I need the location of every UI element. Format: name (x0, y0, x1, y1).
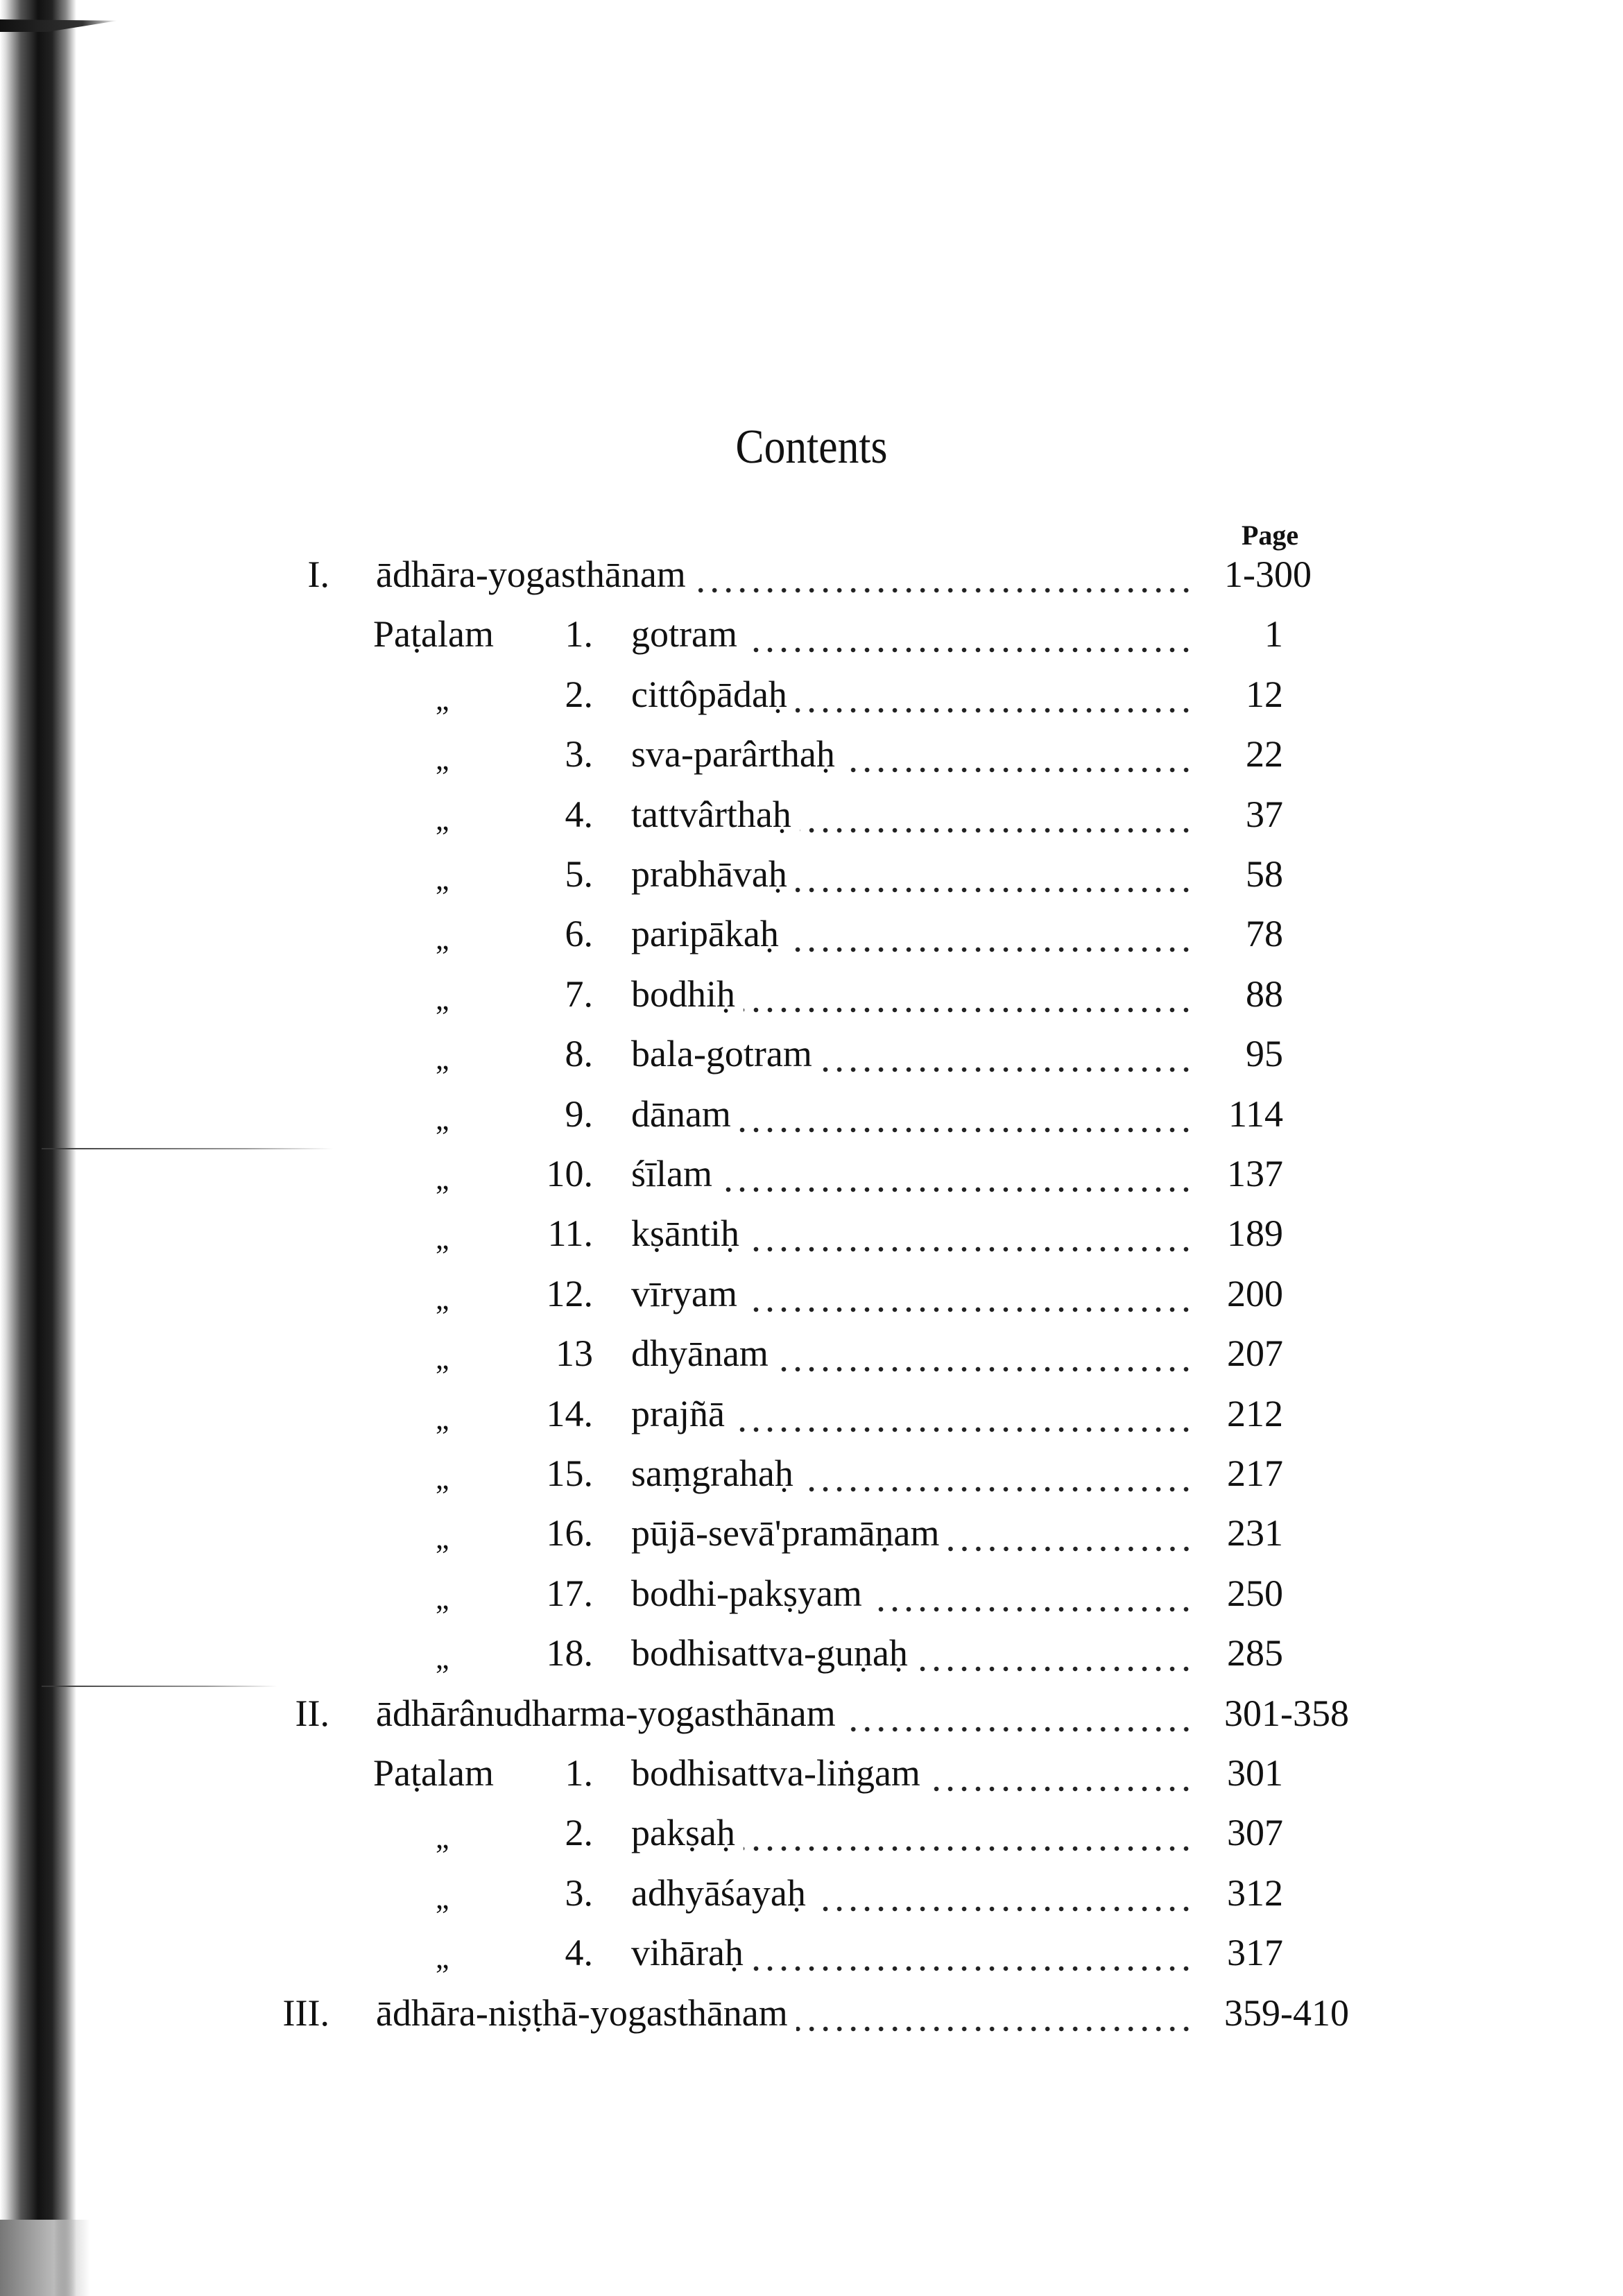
dot-leader (748, 1203, 1193, 1263)
page-number: 200 (1227, 1272, 1283, 1314)
toc-entry (631, 1264, 1193, 1323)
entry-title: bodhi-pakṣyam (631, 1572, 862, 1614)
toc-entry (631, 1563, 1193, 1623)
ditto-mark: „ (436, 1162, 449, 1196)
entry-title: ādhāra-yogasthānam (376, 554, 686, 595)
entry-title: bodhisattva-guṇaḥ (631, 1632, 908, 1674)
page-number: 1-300 (1224, 554, 1312, 595)
dot-leader (802, 1443, 1193, 1503)
ditto-mark: „ (436, 1401, 449, 1436)
toc-entry (631, 604, 1193, 664)
entry-title: prajñā (631, 1392, 725, 1434)
binding-edge-bottom (0, 2220, 90, 2296)
page-number: 359-410 (1224, 1991, 1349, 2034)
chapter-number: 9. (565, 1093, 593, 1135)
dot-leader (870, 1563, 1193, 1623)
entry-title: bodhiḥ (631, 973, 736, 1015)
chapter-number: 1. (565, 1752, 593, 1794)
toc-entry (631, 1443, 1193, 1503)
page-number: 212 (1227, 1392, 1283, 1434)
toc-entry (631, 844, 1193, 904)
page-number: 312 (1227, 1871, 1283, 1914)
page-number: 189 (1227, 1213, 1283, 1255)
chapter-number: 17. (546, 1572, 593, 1614)
toc-chapter-row (0, 844, 1623, 904)
entry-title: sva-parârthaḥ (631, 733, 835, 776)
toc-chapter-row (0, 1563, 1623, 1623)
page-column-header: Page (1242, 520, 1299, 551)
toc-entry (631, 1024, 1193, 1083)
page-number: 12 (1246, 673, 1283, 715)
toc-entry (376, 545, 1193, 604)
page-number: 301 (1227, 1752, 1283, 1794)
page-number: 250 (1227, 1572, 1283, 1614)
page-number: 231 (1227, 1512, 1283, 1554)
dot-leader (821, 1024, 1193, 1083)
ditto-mark: „ (436, 1641, 449, 1676)
toc-chapter-row (0, 1323, 1623, 1383)
ditto-mark: „ (436, 1581, 449, 1616)
dot-leader (796, 665, 1193, 724)
page-number: 114 (1228, 1093, 1283, 1135)
entry-title: bala-gotram (631, 1033, 812, 1075)
entry-title: vīryam (631, 1272, 737, 1314)
ditto-mark: „ (436, 1042, 449, 1077)
toc-chapter-row (0, 1203, 1623, 1263)
dot-leader (814, 1863, 1193, 1923)
entry-title: dhyānam (631, 1333, 768, 1375)
toc-chapter-row (0, 1623, 1623, 1683)
entry-title: ādhārânudharma-yogasthānam (376, 1692, 836, 1734)
page-number: 37 (1246, 793, 1283, 835)
chapter-number: 13 (556, 1333, 593, 1375)
toc-entry (631, 665, 1193, 724)
chapter-number: 5. (565, 853, 593, 895)
toc-chapter-row (0, 1803, 1623, 1862)
ditto-mark: „ (436, 922, 449, 957)
chapter-number: 7. (565, 973, 593, 1015)
part-number: III. (282, 1991, 329, 2034)
page-number: 217 (1227, 1453, 1283, 1494)
binding-edge-top (0, 19, 118, 32)
dot-leader (777, 1323, 1193, 1383)
toc-entry (631, 1863, 1193, 1923)
page-title: Contents (735, 420, 888, 474)
ditto-mark: „ (436, 982, 449, 1016)
dot-leader (721, 1144, 1193, 1203)
ditto-mark: „ (436, 1941, 449, 1976)
dot-leader (744, 964, 1193, 1024)
ditto-mark: „ (436, 1521, 449, 1556)
dot-leader (800, 785, 1193, 844)
entry-title: bodhisattva-liṅgam (631, 1752, 920, 1794)
ditto-mark: „ (436, 1462, 449, 1496)
toc-entry (631, 1503, 1193, 1563)
toc-entry (631, 1203, 1193, 1263)
page-number: 137 (1227, 1153, 1283, 1194)
toc-chapter-row (0, 1024, 1623, 1083)
dot-leader (739, 1084, 1193, 1144)
page-number: 207 (1227, 1333, 1283, 1375)
entry-title: vihāraḥ (631, 1932, 744, 1974)
page-number: 58 (1246, 853, 1283, 895)
toc-part-row (0, 1684, 1623, 1743)
chapter-number: 11. (547, 1213, 593, 1255)
part-number: I. (307, 554, 329, 595)
patalam-label: Paṭalam (373, 1752, 494, 1794)
chapter-number: 18. (546, 1632, 593, 1674)
chapter-number: 3. (565, 1871, 593, 1914)
dot-leader (916, 1623, 1193, 1683)
toc-chapter-row (0, 1503, 1623, 1563)
entry-title: ādhāra-niṣṭhā-yogasthānam (376, 1991, 788, 2034)
toc-chapter-row (0, 785, 1623, 844)
toc-entry (631, 1923, 1193, 1982)
toc-chapter-row (0, 1863, 1623, 1923)
chapter-number: 1. (565, 613, 593, 656)
chapter-number: 8. (565, 1033, 593, 1075)
page-number: 78 (1246, 913, 1283, 955)
entry-title: dānam (631, 1093, 731, 1135)
entry-title: śīlam (631, 1153, 712, 1194)
page-number: 22 (1246, 733, 1283, 776)
toc-entry (376, 1983, 1193, 2043)
ditto-mark: „ (436, 1281, 449, 1316)
dot-leader (787, 904, 1193, 963)
ditto-mark: „ (436, 1881, 449, 1915)
entry-title: cittôpādaḥ (631, 673, 787, 715)
page-number: 88 (1246, 973, 1283, 1015)
entry-title: tattvârthaḥ (631, 793, 791, 835)
toc-chapter-row (0, 904, 1623, 963)
entry-title: kṣāntiḥ (631, 1213, 739, 1255)
toc-entry (631, 1803, 1193, 1862)
toc-chapter-row (0, 665, 1623, 724)
page-number: 95 (1246, 1033, 1283, 1075)
dot-leader (744, 1803, 1193, 1862)
page-number: 317 (1227, 1932, 1283, 1974)
ditto-mark: „ (436, 1342, 449, 1376)
chapter-number: 2. (565, 673, 593, 715)
ditto-mark: „ (436, 682, 449, 717)
ditto-mark: „ (436, 1222, 449, 1256)
entry-title: adhyāśayaḥ (631, 1871, 806, 1914)
entry-title: saṃgrahaḥ (631, 1453, 793, 1494)
chapter-number: 2. (565, 1812, 593, 1854)
toc-entry (631, 785, 1193, 844)
chapter-number: 15. (546, 1453, 593, 1494)
toc-entry (631, 1743, 1193, 1803)
page-number: 307 (1227, 1812, 1283, 1854)
toc-part-row (0, 1983, 1623, 2043)
dot-leader (746, 1264, 1193, 1323)
toc-entry (631, 1623, 1193, 1683)
toc-chapter-row (0, 1743, 1623, 1803)
chapter-number: 6. (565, 913, 593, 955)
toc-chapter-row (0, 604, 1623, 664)
toc-entry (631, 1084, 1193, 1144)
ditto-mark: „ (436, 1102, 449, 1136)
toc-entry (631, 724, 1193, 784)
dot-leader (929, 1743, 1193, 1803)
toc-entry (376, 1684, 1193, 1743)
toc-chapter-row (0, 1923, 1623, 1982)
ditto-mark: „ (436, 742, 449, 777)
chapter-number: 16. (546, 1512, 593, 1554)
toc-entry (631, 1323, 1193, 1383)
toc-chapter-row (0, 1264, 1623, 1323)
dot-leader (948, 1503, 1193, 1563)
ditto-mark: „ (436, 1821, 449, 1856)
chapter-number: 4. (565, 793, 593, 835)
toc-entry (631, 1144, 1193, 1203)
entry-title: prabhāvaḥ (631, 853, 787, 895)
chapter-number: 10. (546, 1153, 593, 1194)
patalam-label: Paṭalam (373, 613, 494, 656)
page-number: 1 (1264, 613, 1283, 656)
toc-chapter-row (0, 724, 1623, 784)
entry-title: gotram (631, 613, 737, 656)
ditto-mark: „ (436, 862, 449, 896)
dot-leader (844, 1684, 1193, 1743)
entry-title: paripākaḥ (631, 913, 779, 955)
dot-leader (796, 844, 1193, 904)
chapter-number: 4. (565, 1932, 593, 1974)
toc-entry (631, 1384, 1193, 1443)
chapter-number: 3. (565, 733, 593, 776)
dot-leader (843, 724, 1193, 784)
dot-leader (796, 1983, 1193, 2043)
toc-entry (631, 964, 1193, 1024)
chapter-number: 12. (546, 1272, 593, 1314)
entry-title: pakṣaḥ (631, 1812, 735, 1854)
toc-entry (631, 904, 1193, 963)
ditto-mark: „ (436, 802, 449, 837)
page-number: 285 (1227, 1632, 1283, 1674)
dot-leader (746, 604, 1193, 664)
part-number: II. (295, 1692, 329, 1734)
dot-leader (733, 1384, 1193, 1443)
toc-chapter-row (0, 964, 1623, 1024)
chapter-number: 14. (546, 1392, 593, 1434)
toc-chapter-row (0, 1144, 1623, 1203)
dot-leader (752, 1923, 1193, 1982)
dot-leader (694, 545, 1193, 604)
toc-chapter-row (0, 1384, 1623, 1443)
toc-chapter-row (0, 1443, 1623, 1503)
entry-title: pūjā-sevā'pramāṇam (631, 1512, 940, 1554)
toc-part-row (0, 545, 1623, 604)
page-number: 301-358 (1224, 1692, 1349, 1734)
toc-chapter-row (0, 1084, 1623, 1144)
